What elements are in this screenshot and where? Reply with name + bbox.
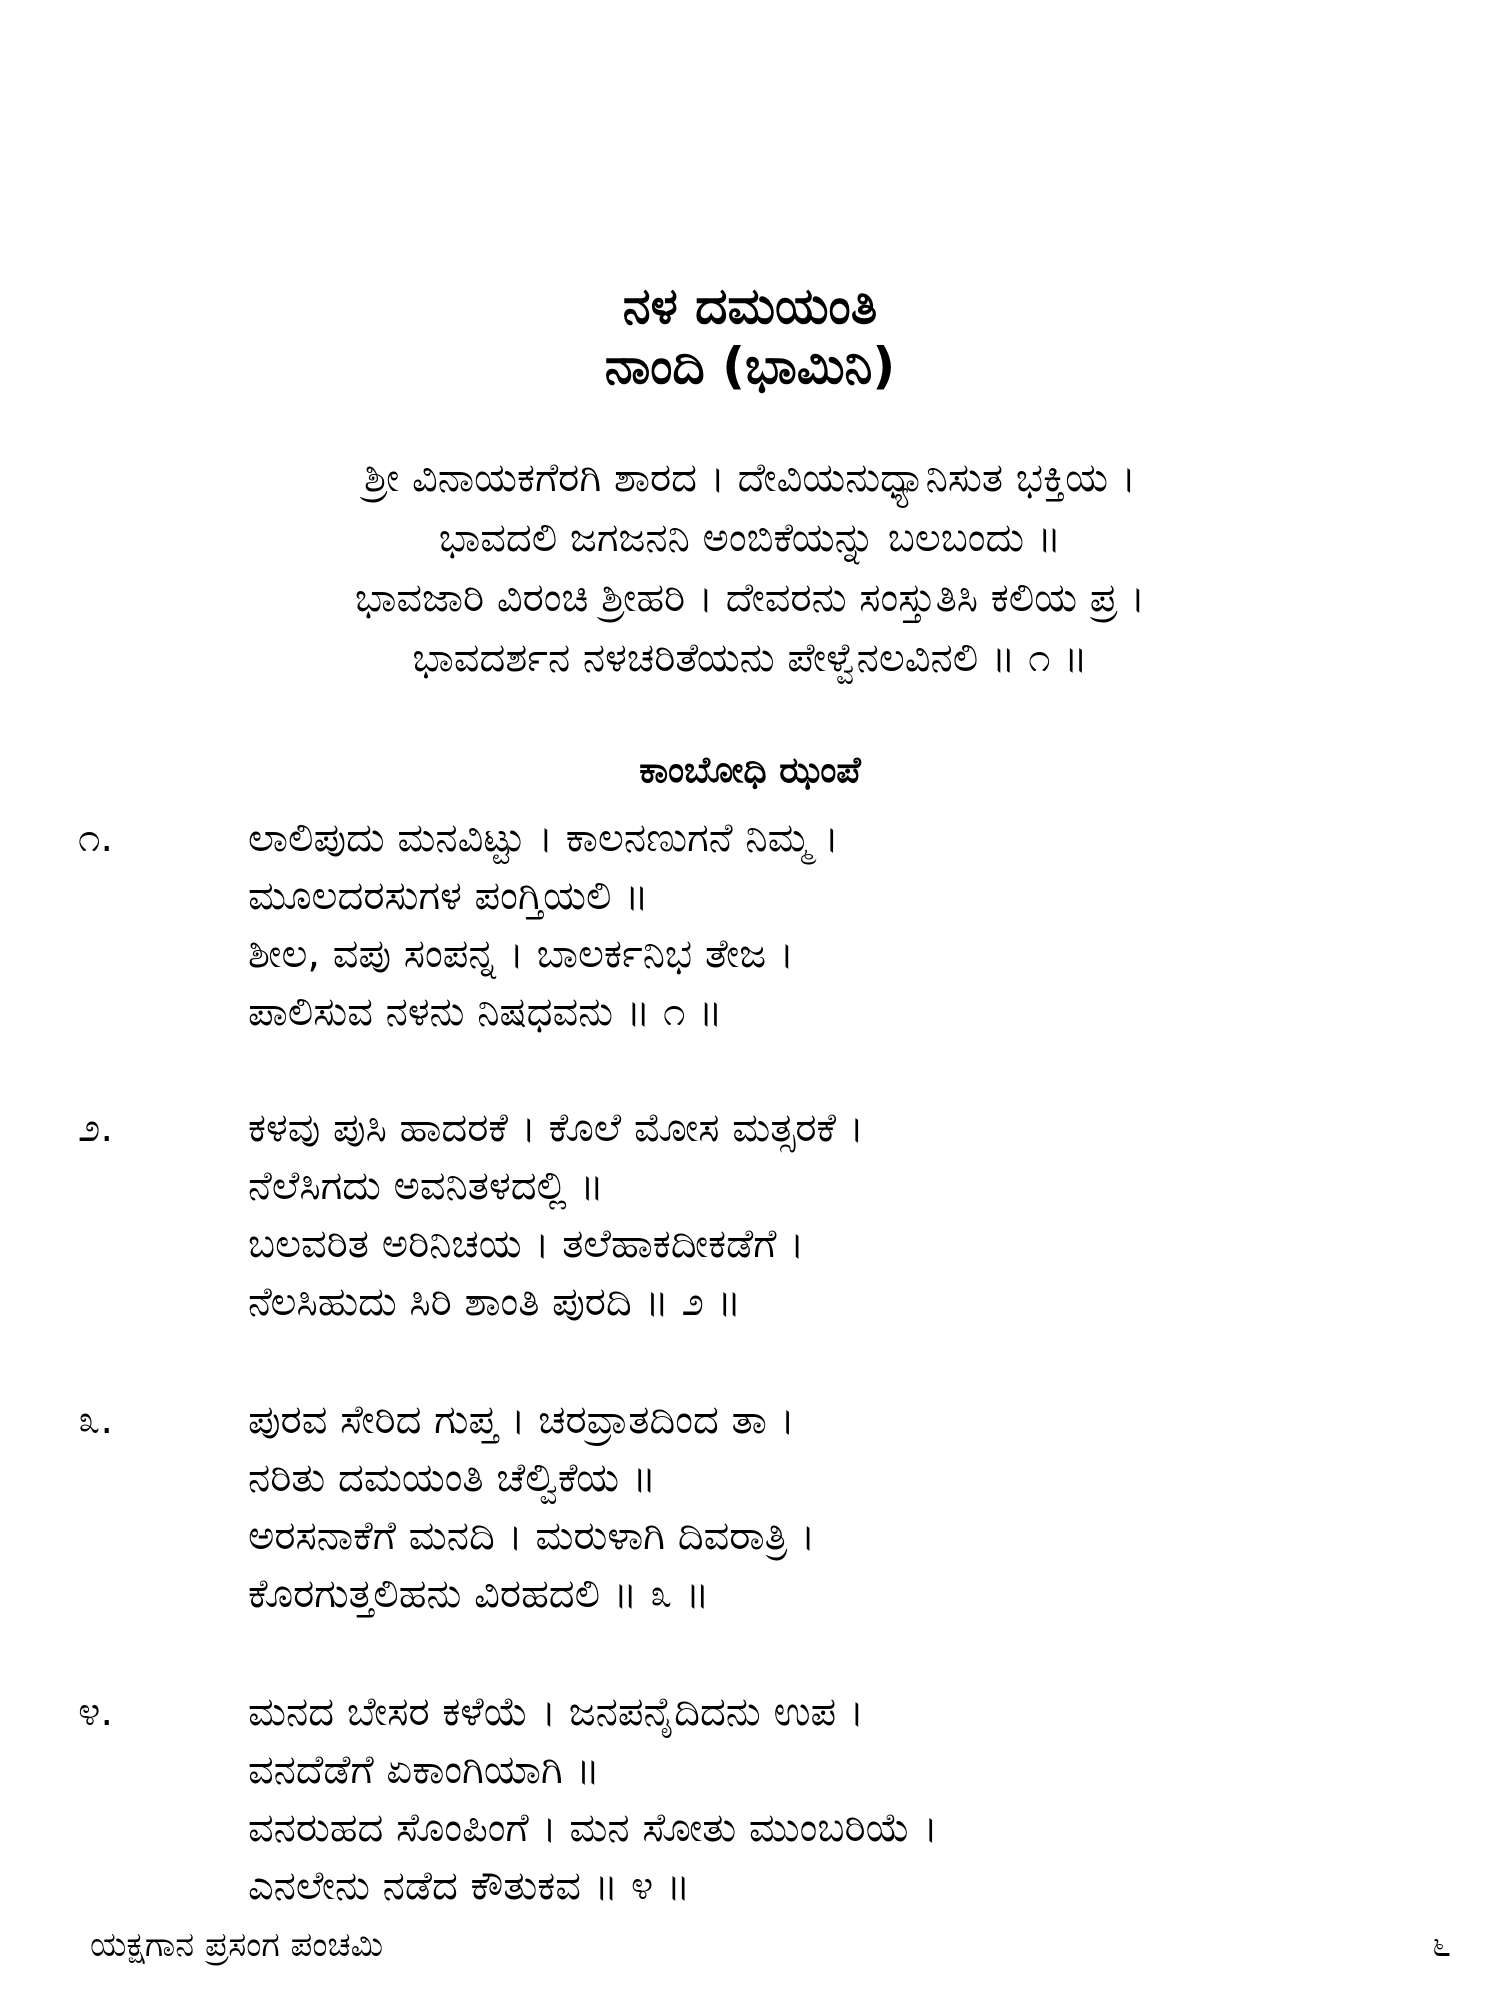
page-number: ೬ [1432, 1925, 1452, 1965]
stanza-line: ವನದೆಡೆಗೆ ಏಕಾಂಗಿಯಾಗಿ ॥ [248, 1747, 600, 1793]
stanza-line: ಅರಸನಾಕೆಗೆ ಮನದಿ । ಮರುಳಾಗಿ ದಿವರಾತ್ರಿ । [248, 1513, 816, 1559]
stanza-line: ಎನಲೇನು ನಡೆದ ಕೌತುಕವ ॥ ೪ ॥ [248, 1863, 691, 1909]
bhamini-verse [0, 448, 1500, 688]
stanza-line: ಮನದ ಬೇಸರ ಕಳೆಯೆ । ಜನಪನೈದಿದನು ಉಪ । [248, 1689, 865, 1735]
page-title: ನಳ ದಮಯಂತಿ [622, 277, 878, 335]
stanza-line: ಪುರವ ಸೇರಿದ ಗುಪ್ತ । ಚರವ್ರಾತದಿಂದ ತಾ । [248, 1397, 795, 1443]
stanza-line: ವನರುಹದ ಸೊಂಪಿಂಗೆ । ಮನ ಸೋತು ಮುಂಬರಿಯೆ । [248, 1805, 938, 1851]
stanza-line: ನೆಲಸಿಹುದು ಸಿರಿ ಶಾಂತಿ ಪುರದಿ ॥ ೨ ॥ [248, 1279, 742, 1325]
stanza-line: ಶೀಲ, ವಪು ಸಂಪನ್ನ । ಬಾಲರ್ಕನಿಭ ತೇಜ । [248, 931, 795, 977]
stanza-line: ಪಾಲಿಸುವ ನಳನು ನಿಷಧವನು ॥ ೧ ॥ [248, 989, 723, 1035]
stanza-line: ಬಲವರಿತ ಅರಿನಿಚಯ । ತಲೆಹಾಕದೀಕಡೆಗೆ । [248, 1221, 805, 1267]
stanza-number: ೧. [78, 815, 114, 861]
stanza-line: ಕಳವು ಪುಸಿ ಹಾದರಕೆ । ಕೊಲೆ ಮೋಸ ಮತ್ಸರಕೆ । [248, 1105, 865, 1151]
stanza-line: ಲಾಲಿಪುದು ಮನವಿಟ್ಟು । ಕಾಲನಣುಗನೆ ನಿಮ್ಮ । [248, 815, 839, 861]
stanza-line: ಕೊರಗುತ್ತಲಿಹನು ವಿರಹದಲಿ ॥ ೩ ॥ [248, 1571, 710, 1617]
page-subtitle: ನಾಂದಿ (ಭಾಮಿನಿ) [604, 337, 896, 395]
verse-line: ಭಾವದರ್ಶನ ನಳಚರಿತೆಯನು ಪೇಳ್ವೆನಲವಿನಲಿ ॥ ೧ ॥ [412, 635, 1088, 681]
stanza-line: ನರಿತು ದಮಯಂತಿ ಚೆಲ್ವಿಕೆಯ ॥ [248, 1455, 657, 1501]
raga-heading: ಕಾಂಬೋಧಿ ಝಂಪೆ [639, 750, 861, 791]
verse-line: ಶ್ರೀ ವಿನಾಯಕಗೆರಗಿ ಶಾರದ । ದೇವಿಯನುಧ್ಯಾನಿಸುತ ಭಕ್ತಿಯ । [364, 455, 1136, 501]
stanza-number: ೨. [78, 1105, 114, 1151]
stanza-line: ನೆಲೆಸಿಗದು ಅವನಿತಳದಲ್ಲಿ ॥ [248, 1163, 604, 1209]
verse-line: ಭಾವಜಾರಿ ವಿರಂಚಿ ಶ್ರೀಹರಿ । ದೇವರನು ಸಂಸ್ತುತಿಸಿ ಕಲಿಯ ಪ್ರ । [354, 575, 1146, 621]
verse-line: ಭಾವದಲಿ ಜಗಜನನಿ ಅಂಬಿಕೆಯನ್ನು ಬಲಬಂದು ॥ [438, 515, 1062, 561]
stanza-number: ೪. [78, 1689, 114, 1735]
footer-book-title: ಯಕ್ಷಗಾನ ಪ್ರಸಂಗ ಪಂಚಮಿ [90, 1925, 384, 1965]
stanza-line: ಮೂಲದರಸುಗಳ ಪಂಗ್ತಿಯಲಿ ॥ [248, 873, 649, 919]
stanza-number: ೩. [78, 1397, 114, 1443]
